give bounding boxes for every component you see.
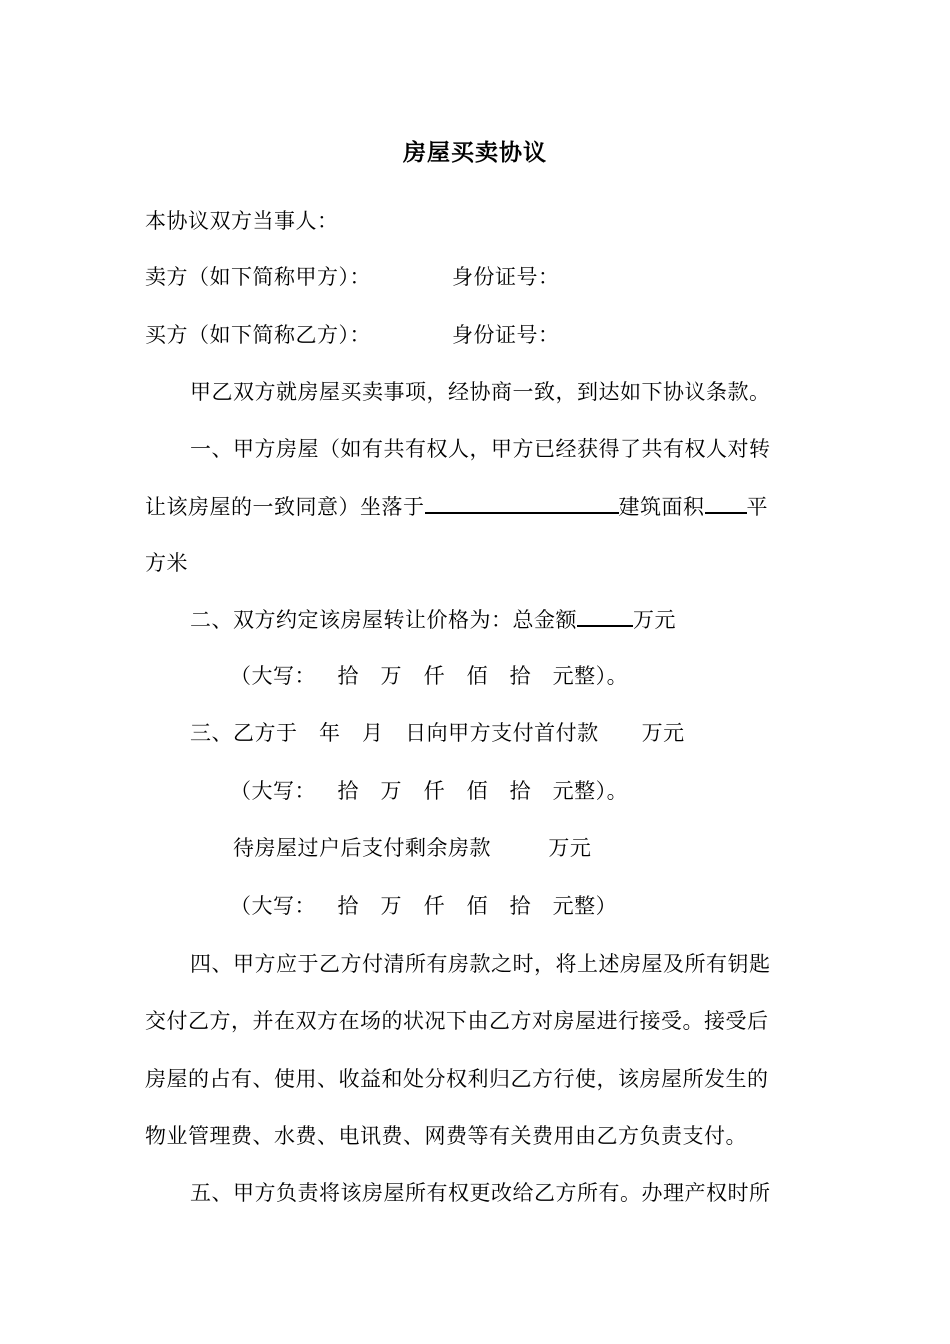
price-blank: [577, 605, 633, 627]
clause-1-line-3: 方米: [145, 551, 188, 575]
area-blank: [705, 492, 747, 514]
document-title: 房屋买卖协议: [403, 139, 547, 166]
clause-2-line-1: [190, 605, 676, 634]
clause-2-price-text: 二、双方约定该房屋转让价格为：总金额: [190, 608, 577, 632]
clause-3-uppercase-amount-2: （大写： 拾 万 仟 佰 拾 元整）: [230, 894, 618, 918]
parties-line: 本协议双方当事人：: [145, 209, 339, 233]
clause-1-unit-text: 平: [746, 495, 768, 519]
clause-3-line-1: 三、乙方于 年 月 日向甲方支付首付款 万元: [190, 721, 685, 745]
clause-3-remaining-payment: 待房屋过户后支付剩余房款 万元: [233, 836, 592, 860]
clause-4-line-1: 四、甲方应于乙方付清所有房款之时，将上述房屋及所有钥匙: [190, 952, 771, 976]
clause-4-line-4: 物业管理费、水费、电讯费、网费等有关费用由乙方负责支付。: [145, 1124, 747, 1148]
clause-1-line-1: 一、甲方房屋（如有共有权人，甲方已经获得了共有权人对转: [190, 437, 771, 461]
location-blank: [425, 492, 619, 514]
clause-5-line-1: 五、甲方负责将该房屋所有权更改给乙方所有。办理产权时所: [190, 1181, 771, 1205]
clause-1-area-text: 建筑面积: [618, 495, 705, 519]
buyer-id-label: 身份证号：: [452, 323, 560, 347]
clause-1-location-text: 让该房屋的一致同意）坐落于: [145, 495, 425, 519]
seller-line: 卖方（如下简称甲方）：: [145, 265, 371, 289]
clause-1-line-2: [145, 492, 768, 521]
clause-4-line-3: 房屋的占有、使用、收益和处分权利归乙方行使，该房屋所发生的: [145, 1067, 769, 1091]
buyer-line: 买方（如下简称乙方）：: [145, 323, 371, 347]
clause-2-uppercase-amount: （大写： 拾 万 仟 佰 拾 元整）。: [230, 664, 629, 688]
seller-id-label: 身份证号：: [452, 265, 560, 289]
clause-4-line-2: 交付乙方，并在双方在场的状况下由乙方对房屋进行接受。接受后: [145, 1009, 769, 1033]
intro-paragraph: 甲乙双方就房屋买卖事项，经协商一致，到达如下协议条款。: [190, 380, 771, 404]
clause-2-unit-text: 万元: [633, 608, 676, 632]
clause-3-uppercase-amount-1: （大写： 拾 万 仟 佰 拾 元整）。: [230, 779, 629, 803]
